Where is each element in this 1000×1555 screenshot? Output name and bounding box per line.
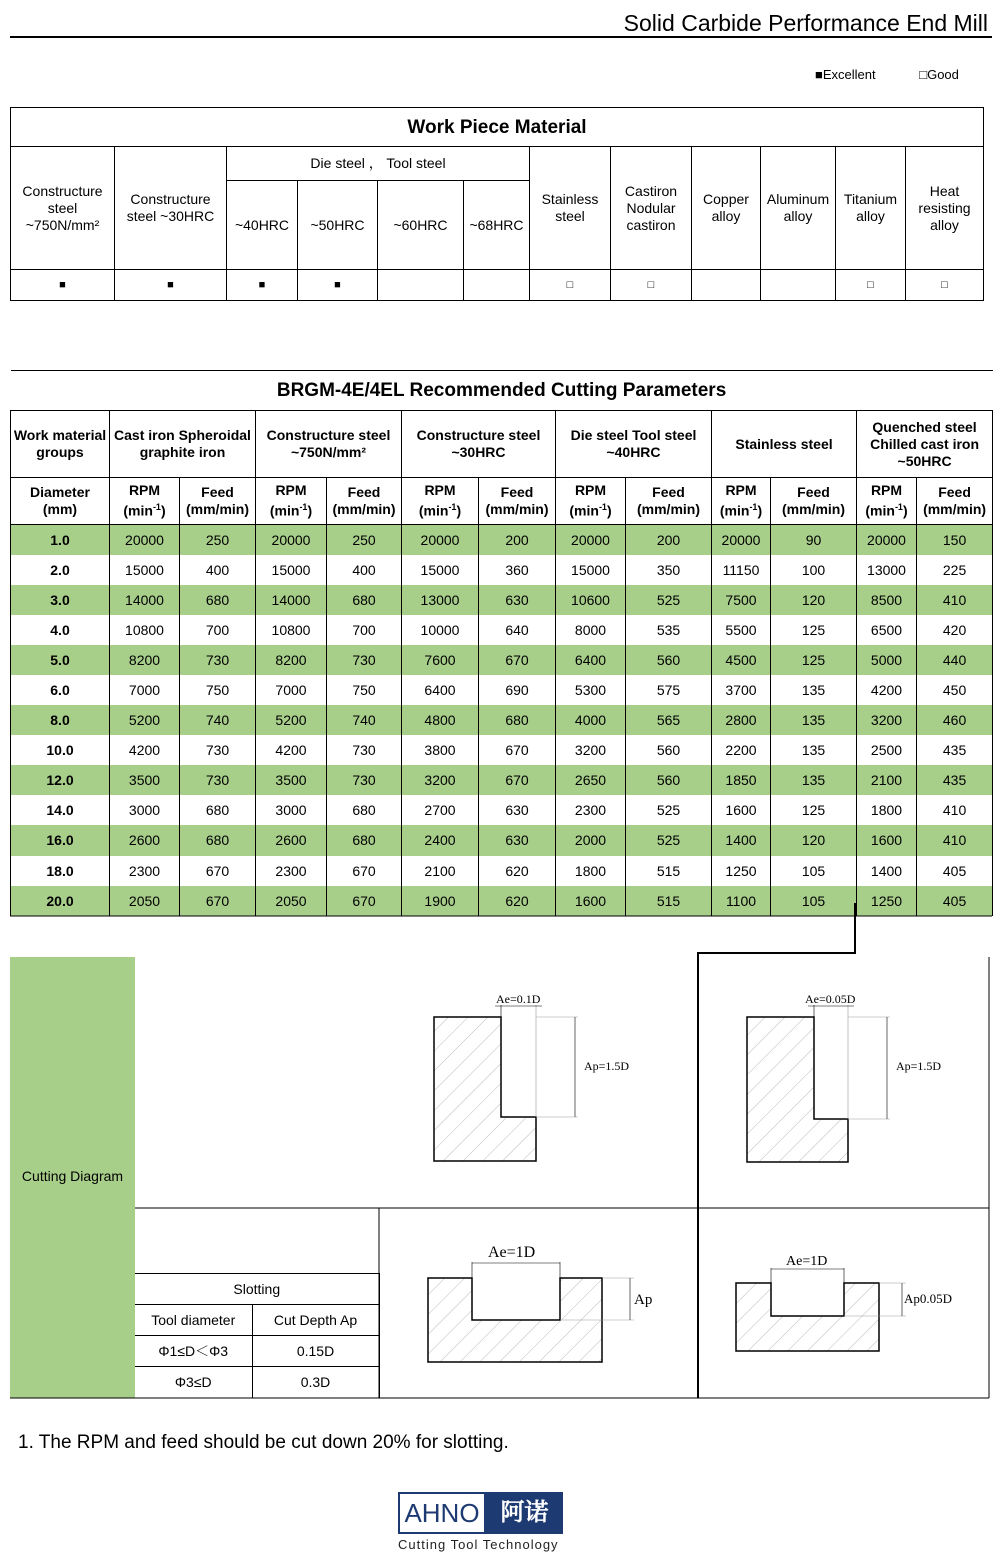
rpm-cell: 1800 <box>857 795 917 825</box>
wp-col-5: ~68HRC <box>464 181 530 270</box>
rpm-cell: 2800 <box>712 705 771 735</box>
feed-cell: 120 <box>771 585 857 615</box>
feed-cell: 225 <box>917 555 993 585</box>
feed-cell: 135 <box>771 675 857 705</box>
feed-cell: 360 <box>479 555 556 585</box>
rpm-unit: (min <box>123 502 153 519</box>
rpm-cell: 1100 <box>712 886 771 916</box>
rpm-cell: 2650 <box>556 765 626 795</box>
rpm-cell: 1400 <box>857 856 917 886</box>
rpm-cell: 1800 <box>556 856 626 886</box>
feed-cell: 200 <box>626 525 712 555</box>
rpm-cell: 2100 <box>857 765 917 795</box>
rpm-cell: 3000 <box>110 795 180 825</box>
cut-depth-header: Cut Depth Ap <box>252 1305 379 1336</box>
feed-cell: 135 <box>771 765 857 795</box>
rpm-cell: 5200 <box>256 705 327 735</box>
group-header-0: Cast iron Spheroidal graphite iron <box>110 411 256 478</box>
wp-die-group: Die steel ， Tool steel <box>227 147 530 181</box>
d2-ap-label: Ap=1.5D <box>896 1059 942 1073</box>
rpm-cell: 3200 <box>857 705 917 735</box>
rpm-cell: 4200 <box>857 675 917 705</box>
feed-header-0: Feed (mm/min) <box>180 478 256 525</box>
rpm-cell: 6400 <box>556 645 626 675</box>
rpm-unit: (min <box>865 502 895 519</box>
rpm-label: RPM <box>275 482 307 499</box>
rpm-sup: -1 <box>448 502 457 513</box>
rpm-cell: 4200 <box>256 735 327 765</box>
group-header-3: Die steel Tool steel ~40HRC <box>556 411 712 478</box>
rpm-cell: 7000 <box>110 675 180 705</box>
rpm-cell: 1600 <box>712 795 771 825</box>
feed-cell: 680 <box>479 705 556 735</box>
feed-cell: 350 <box>626 555 712 585</box>
params-title: BRGM-4E/4EL Recommended Cutting Parameters <box>11 371 993 411</box>
rpm-cell: 2400 <box>402 825 479 855</box>
rpm-unit: (min <box>269 502 300 519</box>
rpm-unit: (min <box>719 502 750 519</box>
feed-cell: 560 <box>626 645 712 675</box>
rpm-close: ) <box>307 502 313 519</box>
rpm-cell: 2100 <box>402 856 479 886</box>
rpm-cell: 13000 <box>857 555 917 585</box>
feed-cell: 680 <box>180 825 256 855</box>
feed-cell: 420 <box>917 615 993 645</box>
diameter-cell: 14.0 <box>11 795 110 825</box>
rpm-cell: 2600 <box>256 825 327 855</box>
diameter-cell: 3.0 <box>11 585 110 615</box>
feed-cell: 105 <box>771 886 857 916</box>
wp-col-6: Stainless steel <box>530 147 611 270</box>
diameter-cell: 4.0 <box>11 615 110 645</box>
rpm-label: RPM <box>574 482 607 499</box>
feed-cell: 680 <box>327 825 402 855</box>
rpm-close: ) <box>160 502 166 519</box>
feed-cell: 460 <box>917 705 993 735</box>
rpm-cell: 8200 <box>256 645 327 675</box>
slot-row-1-depth: 0.3D <box>252 1367 379 1398</box>
feed-cell: 100 <box>771 555 857 585</box>
rpm-cell: 2050 <box>110 886 180 916</box>
feed-header-4: Feed (mm/min) <box>771 478 857 525</box>
rpm-cell: 6500 <box>857 615 917 645</box>
feed-cell: 670 <box>180 886 256 916</box>
feed-cell: 410 <box>917 825 993 855</box>
feed-cell: 525 <box>626 795 712 825</box>
feed-cell: 630 <box>479 825 556 855</box>
rpm-cell: 20000 <box>857 525 917 555</box>
rpm-cell: 10000 <box>402 615 479 645</box>
feed-cell: 400 <box>327 555 402 585</box>
rpm-sup: -1 <box>598 502 607 513</box>
slot-row-0-depth: 0.15D <box>252 1336 379 1367</box>
rpm-cell: 20000 <box>402 525 479 555</box>
feed-cell: 125 <box>771 645 857 675</box>
slotting-diagram-1 <box>428 1244 652 1362</box>
rpm-cell: 15000 <box>402 555 479 585</box>
rpm-unit: (min <box>569 502 599 519</box>
rpm-cell: 2500 <box>857 735 917 765</box>
feed-cell: 630 <box>479 795 556 825</box>
page-title: Solid Carbide Performance End Mill <box>623 10 988 36</box>
diameter-cell: 5.0 <box>11 645 110 675</box>
feed-cell: 135 <box>771 735 857 765</box>
group-header-5: Quenched steel Chilled cast iron ~50HRC <box>857 411 993 478</box>
feed-cell: 640 <box>479 615 556 645</box>
rpm-cell: 3200 <box>402 765 479 795</box>
rpm-cell: 15000 <box>256 555 327 585</box>
rpm-cell: 3200 <box>556 735 626 765</box>
group-header-4: Stainless steel <box>712 411 857 478</box>
diameter-cell: 2.0 <box>11 555 110 585</box>
feed-cell: 680 <box>327 585 402 615</box>
group-header-1: Constructure steel ~750N/mm² <box>256 411 402 478</box>
rpm-cell: 7500 <box>712 585 771 615</box>
rpm-cell: 14000 <box>110 585 180 615</box>
rpm-cell: 1900 <box>402 886 479 916</box>
rpm-cell: 14000 <box>256 585 327 615</box>
feed-cell: 120 <box>771 825 857 855</box>
rpm-sup: -1 <box>894 502 903 513</box>
feed-cell: 440 <box>917 645 993 675</box>
wp-col-11: Heat resisting alloy <box>906 147 984 270</box>
feed-cell: 560 <box>626 765 712 795</box>
slotting-note: 1. The RPM and feed should be cut down 20% for slotting. <box>18 1432 509 1453</box>
feed-cell: 730 <box>180 765 256 795</box>
feed-cell: 405 <box>917 886 993 916</box>
diameter-header: Diameter (mm) <box>11 478 110 525</box>
rpm-cell: 3700 <box>712 675 771 705</box>
legend-excellent: ■Excellent <box>815 68 876 80</box>
rpm-cell: 2300 <box>556 795 626 825</box>
feed-cell: 400 <box>180 555 256 585</box>
feed-cell: 730 <box>180 735 256 765</box>
feed-cell: 450 <box>917 675 993 705</box>
d1-ap-label: Ap=1.5D <box>584 1059 630 1073</box>
rpm-cell: 20000 <box>110 525 180 555</box>
wp-mark-3: ■ <box>298 270 378 301</box>
diameter-cell: 12.0 <box>11 765 110 795</box>
wp-mark-6: □ <box>530 270 611 301</box>
feed-cell: 730 <box>327 645 402 675</box>
wp-col-1: Constructure steel ~30HRC <box>115 147 227 270</box>
wp-mark-7: □ <box>611 270 692 301</box>
feed-cell: 410 <box>917 585 993 615</box>
feed-cell: 670 <box>180 856 256 886</box>
rpm-cell: 5500 <box>712 615 771 645</box>
diameter-cell: 20.0 <box>11 886 110 916</box>
feed-cell: 435 <box>917 735 993 765</box>
logo-cn: 阿诺 <box>486 1492 563 1534</box>
feed-cell: 405 <box>917 856 993 886</box>
feed-cell: 680 <box>180 585 256 615</box>
feed-cell: 435 <box>917 765 993 795</box>
wp-col-7: Castiron Nodular castiron <box>611 147 692 270</box>
feed-cell: 525 <box>626 825 712 855</box>
d3-ap-label: Ap <box>634 1292 653 1308</box>
rpm-close: ) <box>606 502 612 519</box>
rpm-sup: -1 <box>152 502 161 513</box>
rpm-sup: -1 <box>749 502 758 513</box>
feed-cell: 620 <box>479 886 556 916</box>
work-material-groups-header: Work material groups <box>11 411 110 478</box>
feed-cell: 700 <box>327 615 402 645</box>
rpm-cell: 7600 <box>402 645 479 675</box>
feed-cell: 630 <box>479 585 556 615</box>
rpm-label: RPM <box>128 482 161 499</box>
feed-cell: 670 <box>327 856 402 886</box>
rpm-label: RPM <box>424 482 456 499</box>
slot-row-0-diameter: Φ1≤D＜Φ3 <box>135 1336 252 1367</box>
wp-col-2: ~40HRC <box>227 181 298 270</box>
slot-row-1-diameter: Φ3≤D <box>135 1367 252 1398</box>
rpm-close: ) <box>757 502 763 519</box>
rpm-cell: 13000 <box>402 585 479 615</box>
wp-mark-1: ■ <box>115 270 227 301</box>
rpm-cell: 7000 <box>256 675 327 705</box>
wp-mark-2: ■ <box>227 270 298 301</box>
d4-ae-label: Ae=1D <box>786 1254 828 1269</box>
rpm-cell: 3500 <box>110 765 180 795</box>
d2-ae-label: Ae=0.05D <box>805 992 856 1006</box>
rpm-cell: 2000 <box>556 825 626 855</box>
rpm-cell: 2050 <box>256 886 327 916</box>
group-header-2: Constructure steel ~30HRC <box>402 411 556 478</box>
rpm-cell: 5300 <box>556 675 626 705</box>
feed-cell: 250 <box>180 525 256 555</box>
cutting-diagram-label: Cutting Diagram <box>21 1168 124 1184</box>
feed-cell: 730 <box>327 765 402 795</box>
feed-header-1: Feed (mm/min) <box>327 478 402 525</box>
rpm-sup: -1 <box>299 502 308 513</box>
wp-col-8: Copper alloy <box>692 147 761 270</box>
rpm-cell: 1600 <box>857 825 917 855</box>
logo-brand: AHNO <box>398 1492 486 1534</box>
ahno-logo <box>398 1492 563 1552</box>
diameter-cell: 6.0 <box>11 675 110 705</box>
rpm-cell: 5000 <box>857 645 917 675</box>
diameter-cell: 16.0 <box>11 825 110 855</box>
feed-cell: 515 <box>626 856 712 886</box>
feed-cell: 535 <box>626 615 712 645</box>
rpm-cell: 2300 <box>256 856 327 886</box>
rpm-cell: 10800 <box>256 615 327 645</box>
feed-cell: 690 <box>479 675 556 705</box>
feed-cell: 670 <box>327 886 402 916</box>
feed-header-3: Feed (mm/min) <box>626 478 712 525</box>
feed-header-2: Feed (mm/min) <box>479 478 556 525</box>
feed-cell: 620 <box>479 856 556 886</box>
feed-cell: 670 <box>479 645 556 675</box>
rpm-cell: 4500 <box>712 645 771 675</box>
feed-cell: 670 <box>479 765 556 795</box>
rpm-label: RPM <box>870 482 903 499</box>
rpm-cell: 2600 <box>110 825 180 855</box>
rpm-cell: 2300 <box>110 856 180 886</box>
rpm-cell: 8000 <box>556 615 626 645</box>
work-piece-title: Work Piece Material <box>11 108 984 147</box>
rpm-unit: (min <box>418 502 449 519</box>
feed-cell: 135 <box>771 705 857 735</box>
side-milling-diagram-2 <box>747 992 941 1162</box>
slotting-table <box>135 1273 380 1398</box>
wp-mark-11: □ <box>906 270 984 301</box>
logo-tagline: Cutting Tool Technology <box>398 1537 559 1552</box>
rpm-cell: 4800 <box>402 705 479 735</box>
rpm-cell: 1600 <box>556 886 626 916</box>
feed-cell: 740 <box>327 705 402 735</box>
rpm-cell: 8500 <box>857 585 917 615</box>
slotting-diagram-2 <box>736 1254 952 1351</box>
d1-ae-label: Ae=0.1D <box>496 992 541 1006</box>
rpm-cell: 20000 <box>556 525 626 555</box>
rpm-cell: 10600 <box>556 585 626 615</box>
feed-cell: 515 <box>626 886 712 916</box>
rpm-cell: 3800 <box>402 735 479 765</box>
rpm-cell: 11150 <box>712 555 771 585</box>
rpm-cell: 15000 <box>556 555 626 585</box>
rpm-cell: 10800 <box>110 615 180 645</box>
feed-cell: 740 <box>180 705 256 735</box>
rpm-cell: 3000 <box>256 795 327 825</box>
feed-cell: 410 <box>917 795 993 825</box>
feed-cell: 150 <box>917 525 993 555</box>
wp-col-0: Constructure steel ~750N/mm² <box>11 147 115 270</box>
feed-cell: 200 <box>479 525 556 555</box>
d3-ae-label: Ae=1D <box>488 1244 536 1261</box>
rpm-cell: 6400 <box>402 675 479 705</box>
wp-col-10: Titanium alloy <box>836 147 906 270</box>
rpm-cell: 2200 <box>712 735 771 765</box>
d4-ap-label: Ap0.05D <box>904 1291 953 1306</box>
rpm-cell: 2700 <box>402 795 479 825</box>
feed-cell: 700 <box>180 615 256 645</box>
diameter-cell: 1.0 <box>11 525 110 555</box>
feed-header-5: Feed (mm/min) <box>917 478 993 525</box>
rpm-cell: 1250 <box>712 856 771 886</box>
feed-cell: 750 <box>180 675 256 705</box>
rpm-close: ) <box>456 502 462 519</box>
feed-cell: 750 <box>327 675 402 705</box>
feed-cell: 105 <box>771 856 857 886</box>
wp-mark-0: ■ <box>11 270 115 301</box>
feed-cell: 525 <box>626 585 712 615</box>
rpm-cell: 4200 <box>110 735 180 765</box>
rpm-cell: 20000 <box>712 525 771 555</box>
diameter-cell: 10.0 <box>11 735 110 765</box>
rpm-close: ) <box>902 502 908 519</box>
rpm-cell: 5200 <box>110 705 180 735</box>
slotting-title: Slotting <box>135 1274 379 1305</box>
feed-cell: 90 <box>771 525 857 555</box>
rpm-cell: 8200 <box>110 645 180 675</box>
feed-cell: 730 <box>327 735 402 765</box>
feed-cell: 560 <box>626 735 712 765</box>
feed-cell: 575 <box>626 675 712 705</box>
wp-col-3: ~50HRC <box>298 181 378 270</box>
feed-cell: 125 <box>771 795 857 825</box>
diameter-cell: 18.0 <box>11 856 110 886</box>
feed-cell: 680 <box>327 795 402 825</box>
feed-cell: 250 <box>327 525 402 555</box>
rpm-cell: 4000 <box>556 705 626 735</box>
wp-col-9: Aluminum alloy <box>761 147 836 270</box>
feed-cell: 730 <box>180 645 256 675</box>
wp-col-4: ~60HRC <box>378 181 464 270</box>
rpm-cell: 1250 <box>857 886 917 916</box>
rpm-cell: 1400 <box>712 825 771 855</box>
rpm-cell: 15000 <box>110 555 180 585</box>
legend-good: □Good <box>919 68 959 80</box>
diameter-cell: 8.0 <box>11 705 110 735</box>
feed-cell: 670 <box>479 735 556 765</box>
rpm-label: RPM <box>725 482 757 499</box>
tool-diameter-header: Tool diameter <box>135 1305 252 1336</box>
feed-cell: 680 <box>180 795 256 825</box>
feed-cell: 565 <box>626 705 712 735</box>
wp-mark-10: □ <box>836 270 906 301</box>
rpm-cell: 20000 <box>256 525 327 555</box>
rpm-cell: 1850 <box>712 765 771 795</box>
rpm-cell: 3500 <box>256 765 327 795</box>
side-milling-diagram-1 <box>434 992 629 1161</box>
feed-cell: 125 <box>771 615 857 645</box>
